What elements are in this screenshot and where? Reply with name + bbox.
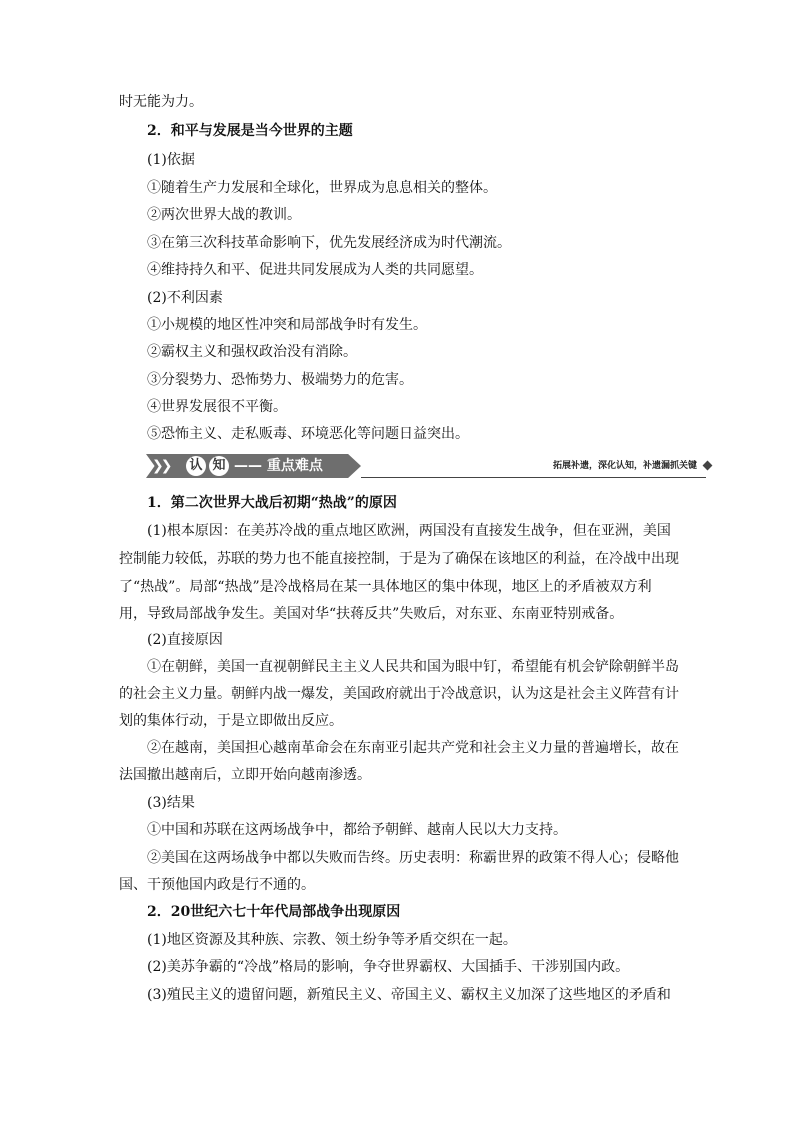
paragraph-line: 法国撤出越南后，立即开始向越南渗透。: [119, 767, 371, 783]
paragraph-line: ②美国在这两场战争中都以失败而告终。历史表明：称霸世界的政策不得人心；侵略他: [147, 850, 679, 866]
paragraph-line: 时无能为力。: [119, 94, 203, 110]
subheading: (2)不利因素: [147, 290, 223, 306]
list-item: ③分裂势力、恐怖势力、极端势力的危害。: [147, 372, 413, 388]
subheading: (3)结果: [147, 795, 195, 811]
paragraph-line: (1)根本原因：在美苏冷战的重点地区欧洲，两国没有直接发生战争，但在亚洲，美国: [147, 523, 671, 539]
subheading: (2)直接原因: [147, 632, 223, 648]
list-item: ⑤恐怖主义、走私贩毒、环境恶化等问题日益突出。: [147, 426, 469, 442]
list-item: ④维持持久和平、促进共同发展成为人类的共同愿望。: [147, 262, 483, 278]
double-chevron-icon: ❯❯: [152, 458, 170, 474]
list-item: ①中国和苏联在这两场战争中，都给予朝鲜、越南人民以大力支持。: [147, 822, 567, 838]
section-banner: [146, 454, 711, 482]
list-item: (1)地区资源及其种族、宗教、领土纷争等矛盾交织在一起。: [147, 932, 517, 948]
section-heading: 1．第二次世界大战后初期“热战”的原因: [147, 495, 397, 511]
paragraph-line: ①在朝鲜，美国一直视朝鲜民主主义人民共和国为眼中钉，希望能有机会铲除朝鲜半岛: [147, 659, 679, 675]
paragraph-line: 用，导致局部战争发生。美国对华“扶蒋反共”失败后，对东亚、东南亚特别戒备。: [119, 606, 624, 622]
list-item: ②两次世界大战的教训。: [147, 207, 301, 223]
paragraph-line: 划的集体行动，于是立即做出反应。: [119, 713, 343, 729]
list-item: ①小规模的地区性冲突和局部战争时有发生。: [147, 317, 427, 333]
list-item: (2)美苏争霸的“冷战”格局的影响，争夺世界霸权、大国插手、干涉别国内政。: [147, 959, 630, 975]
paragraph-line: 的社会主义力量。朝鲜内战一爆发，美国政府就出于冷战意识，认为这是社会主义阵营有计: [119, 686, 679, 702]
section-heading: 2．20世纪六七十年代局部战争出现原因: [147, 904, 401, 920]
subheading: (1)依据: [147, 152, 195, 168]
list-item: ②霸权主义和强权政治没有消除。: [147, 344, 357, 360]
list-item: ③在第三次科技革命影响下，优先发展经济成为时代潮流。: [147, 235, 511, 251]
banner-title: —— 重点难点: [234, 458, 323, 474]
paragraph-line: ②在越南，美国担心越南革命会在东南亚引起共产党和社会主义力量的普遍增长，故在: [147, 740, 679, 756]
paragraph-line: 国、干预他国内政是行不通的。: [119, 877, 315, 893]
banner-divider: [361, 477, 706, 478]
diamond-icon: [703, 461, 713, 471]
list-item: ④世界发展很不平衡。: [147, 399, 287, 415]
list-item: (3)殖民主义的遗留问题，新殖民主义、帝国主义、霸权主义加深了这些地区的矛盾和: [147, 987, 671, 1003]
paragraph-line: 了“热战”。局部“热战”是冷战格局在某一具体地区的集中体现，地区上的矛盾被双方利: [119, 579, 652, 595]
banner-subtitle: 拓展补遗，深化认知，补遗漏抓关键: [552, 461, 697, 471]
banner-badge-char: 知: [209, 456, 229, 476]
paragraph-line: 控制能力较低，苏联的势力也不能直接控制，于是为了确保在该地区的利益，在冷战中出现: [119, 551, 679, 567]
section-heading: 2．和平与发展是当今世界的主题: [147, 123, 353, 139]
banner-badge-char: 认: [186, 456, 206, 476]
list-item: ①随着生产力发展和全球化，世界成为息息相关的整体。: [147, 180, 497, 196]
